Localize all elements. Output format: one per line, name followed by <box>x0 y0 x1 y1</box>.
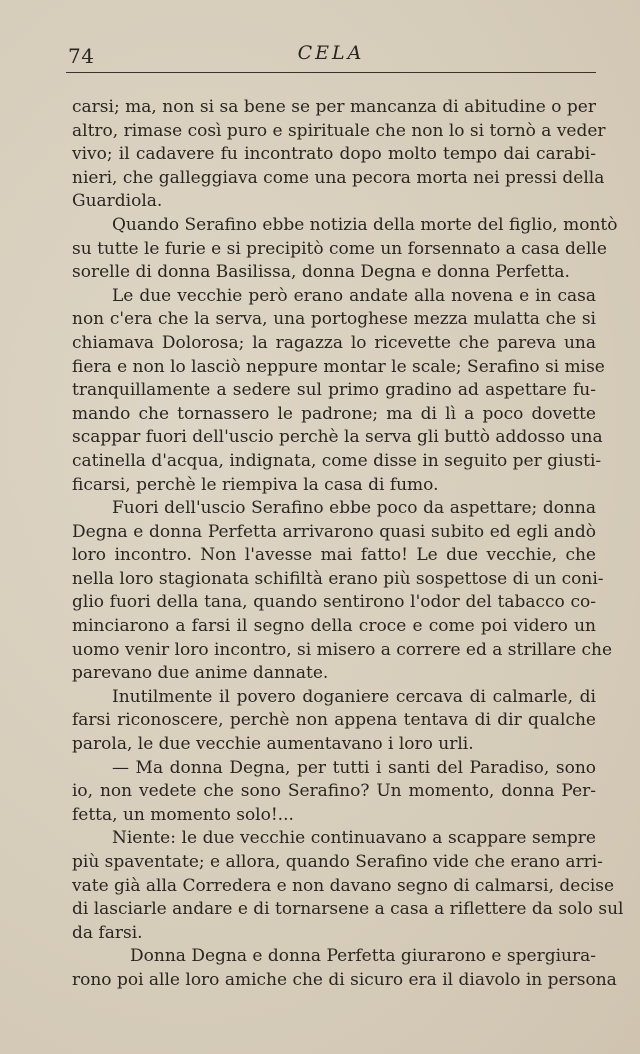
text-line: — Ma donna Degna, per tutti i santi del Paradiso, sono <box>112 757 596 778</box>
text-line: Degna e donna Perfetta arrivarono quasi subito ed egli andò <box>72 521 596 542</box>
text-line: nella loro stagionata schifiltà erano più sospettose di un coni- <box>72 568 604 589</box>
text-line: non c'era che la serva, una portoghese mezza mulatta che si <box>72 309 596 330</box>
text-line: più spaventate; e allora, quando Serafino vide che erano arri- <box>72 852 603 872</box>
page-number: 74 <box>68 44 95 68</box>
text-line: parola, le due vecchie aumentavano i loro urli. <box>72 734 474 755</box>
text-line: Inutilmente il povero doganiere cercava di calmarle, di <box>112 686 596 707</box>
text-line: rono poi alle loro amiche che di sicuro era il diavolo in persona <box>72 969 617 990</box>
text-line: su tutte le furie e si precipitò come un forsennato a casa delle <box>72 238 607 259</box>
text-line: fiera e non lo lasciò neppure montar le scale; Serafino si mise <box>72 356 605 377</box>
text-line: sorelle di donna Basilissa, donna Degna e donna Perfetta. <box>72 262 570 283</box>
text-line: chiamava Dolorosa; la ragazza lo ricevette che pareva una <box>72 332 596 353</box>
text-line: Fuori dell'uscio Serafino ebbe poco da aspettare; donna <box>112 498 596 519</box>
header-rule <box>66 72 596 73</box>
text-line: fetta, un momento solo!... <box>72 804 294 825</box>
text-line: loro incontro. Non l'avesse mai fatto! Le due vecchie, che <box>72 545 596 566</box>
text-line: Guardiola. <box>72 191 163 212</box>
text-line: Le due vecchie però erano andate alla novena e in casa <box>112 285 596 306</box>
text-line: io, non vedete che sono Serafino? Un momento, donna Per- <box>72 781 596 802</box>
text-line: Quando Serafino ebbe notizia della morte del figlio, montò <box>112 214 618 235</box>
text-line: vate già alla Corredera e non davano segno di calmarsi, decise <box>72 875 615 896</box>
page-header <box>66 40 596 70</box>
text-line: catinella d'acqua, indignata, come disse in seguito per giusti- <box>72 450 602 471</box>
text-line: nieri, che galleggiava come una pecora morta nei pressi della <box>72 167 605 188</box>
text-line: farsi riconoscere, perchè non appena tentava di dir qualche <box>72 710 596 731</box>
text-line: Niente: le due vecchie continuavano a scappare sempre <box>112 828 596 849</box>
running-title: CELA <box>297 42 365 64</box>
text-line: parevano due anime dannate. <box>72 663 329 684</box>
text-line: di lasciarle andare e di tornarsene a casa a riflettere da solo sul <box>72 899 624 920</box>
text-line: carsi; ma, non si sa bene se per mancanza di abitudine o per <box>72 97 596 117</box>
text-line: minciarono a farsi il segno della croce e come poi videro un <box>72 616 596 637</box>
text-line: mando che tornassero le padrone; ma di lì a poco dovette <box>72 403 596 424</box>
text-line: uomo venir loro incontro, si misero a correre ed a strillare che <box>72 639 613 660</box>
text-line: Donna Degna e donna Perfetta giurarono e spergiura- <box>130 946 596 967</box>
text-line: da farsi. <box>72 922 143 943</box>
text-line: tranquillamente a sedere sul primo gradino ad aspettare fu- <box>72 380 596 401</box>
text-line: ficarsi, perchè le riempiva la casa di fumo. <box>72 474 439 495</box>
text-line: altro, rimase così puro e spirituale che non lo si tornò a veder <box>72 120 606 141</box>
text-line: glio fuori della tana, quando sentirono l'odor del tabacco co- <box>72 592 596 613</box>
body-text <box>72 96 624 993</box>
text-line: vivo; il cadavere fu incontrato dopo molto tempo dai carabi- <box>72 144 596 165</box>
text-line: scappar fuori dell'uscio perchè la serva gli buttò addosso una <box>72 427 603 448</box>
